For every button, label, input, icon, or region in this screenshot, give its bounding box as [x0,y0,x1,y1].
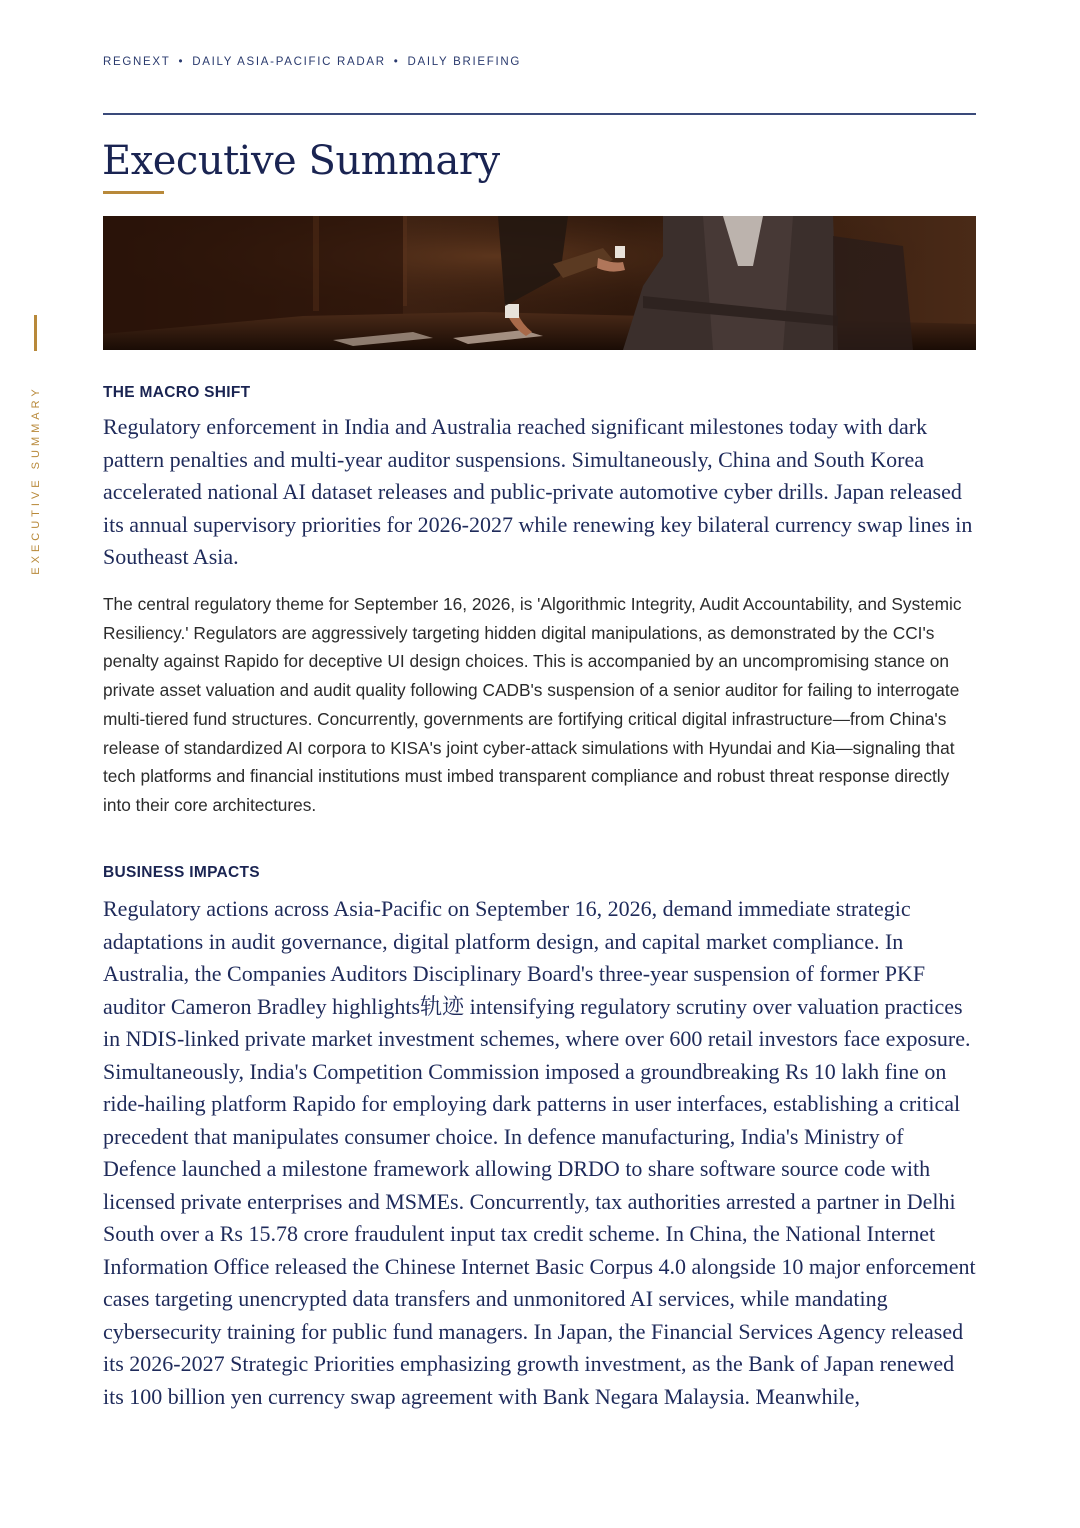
header-separator: • [393,56,400,68]
macro-shift-body: The central regulatory theme for September 16, 2026, is 'Algorithmic Integrity, Audit Accountability, and Systemic Resiliency.' Regulators are aggressively targeting hidden digital manipulations, as demonstrated by the CCI's penalty against Rapido for deceptive UI design choices. This is accompanied by an uncompromising stance on private asset valuation and audit quality following CADB's suspension of a senior auditor for failing to interrogate multi-tiered fund structures. Concurrently, governments are fortifying critical digital infrastructure—from China's release of standardized AI corpora to KISA's joint cyber-attack simulations with Hyundai and Kia—signaling that tech platforms and financial institutions must imbed transparent compliance and robust threat response directly into their core architectures. [103,594,962,815]
business-impacts-body: Regulatory actions across Asia-Pacific on September 16, 2026, demand immediate strategic adaptations in audit governance, digital platform design, and capital market compliance. In Australia, the Companies Auditors Disciplinary Board's three-year suspension of former PKF auditor Cameron Bradley highlights轨迹 intensifying regulatory scrutiny over valuation practices in NDIS-linked private market investment schemes, where over 600 retail investors face exposure. Simultaneously, India's Competition Commission imposed a groundbreaking Rs 10 lakh fine on ride-hailing platform Rapido for employing dark patterns in user interfaces, establishing a critical precedent that manipulates consumer choice. In defence manufacturing, India's Ministry of Defence launched a milestone framework allowing DRDO to share software source code with licensed private enterprises and MSMEs. Concurrently, tax authorities arrested a partner in Delhi South over a Rs 15.78 crore fraudulent input tax credit scheme. In China, the National Internet Information Office released the Chinese Internet Basic Corpus 4.0 alongside 10 major enforcement cases targeting unencrypted data transfers and unmonitored AI services, while mandating cybersecurity training for public fund managers. In Japan, the Financial Services Agency released its 2026-2027 Strategic Priorities emphasizing growth investment, as the Bank of Japan renewed its 100 billion yen currency swap agreement with Bank Negara Malaysia. Meanwhile, [103,896,976,1409]
header-separator: • [178,56,185,68]
title-accent-bar [103,191,164,194]
boardroom-photo-icon [103,216,976,350]
briefing-type: DAILY BRIEFING [407,56,521,68]
publication-name: DAILY ASIA-PACIFIC RADAR [192,56,386,68]
brand-name: REGNEXT [103,56,171,68]
macro-shift-lead: Regulatory enforcement in India and Australia reached significant milestones today with dark pattern penalties and multi-year auditor suspensions. Simultaneously, China and South Korea accelerated national AI dataset releases and public-private automotive cyber drills. Japan released its annual supervisory priorities for 2026-2027 while renewing key bilateral currency swap lines in Southeast Asia. [103,414,973,569]
header-rule [103,113,976,115]
page-title: Executive Summary [102,138,500,184]
side-accent-bar [34,315,37,351]
running-header [103,56,521,68]
side-section-label: EXECUTIVE SUMMARY [30,385,42,575]
macro-shift-heading: THE MACRO SHIFT [103,384,251,401]
hero-image [103,216,976,350]
business-impacts-heading: BUSINESS IMPACTS [103,864,260,881]
